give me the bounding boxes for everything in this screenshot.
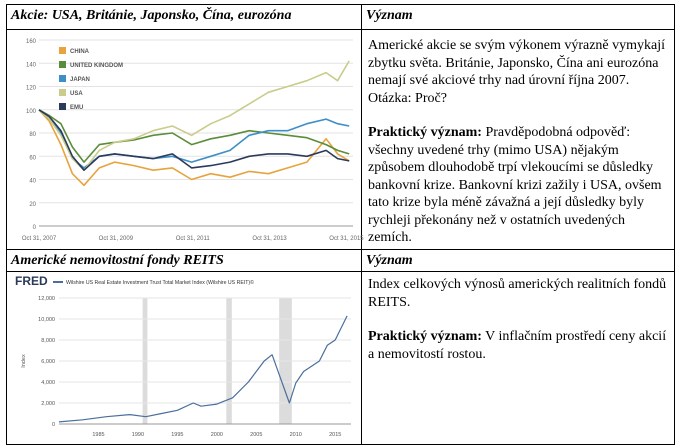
legend-swatch xyxy=(59,89,66,96)
practical-text-2: V inflačním prostředí ceny akcií a nemovitostí rostou. xyxy=(368,329,667,362)
y-tick-label: 100 xyxy=(25,108,36,115)
practical-text: Pravděpodobná odpověď: všechny uvedené trhy (mimo USA) nějakým způsobem dlouhodobě trpí vlekoucími se důsledky bankovní krize. Bankovní krizi zažily i USA, ovšem tato krize byla méně závažná a její důsledky byly rychleji překonány než v ostatních uvedených zemích. xyxy=(368,125,662,245)
y-tick-label: 10,000 xyxy=(38,317,55,323)
legend-label: CHINA xyxy=(70,49,89,55)
x-tick-label: Oct 31, 2013 xyxy=(252,236,287,242)
stocks-description: Americké akcie se svým výkonem výrazně vymykají zbytku světa. Británie, Japonsko, Čína ani eurozóna nemají své akciové trhy nad úrovní října 2007. Otázka: Proč? xyxy=(368,38,666,106)
practical-label-2: Praktický význam: xyxy=(368,329,482,344)
x-tick-label: Oct 31, 2015 xyxy=(329,236,364,242)
legend-swatch xyxy=(59,75,66,82)
x-tick-label: 1995 xyxy=(171,432,184,438)
legend-label: EMU xyxy=(70,105,84,111)
legend-swatch xyxy=(59,61,66,68)
y-tick-label: 40 xyxy=(29,178,36,185)
y-tick-label: 80 xyxy=(29,132,36,138)
y-tick-label: 60 xyxy=(29,155,36,162)
x-tick-label: 2015 xyxy=(329,432,342,438)
reits-header: Americké nemovitostní fondy REITS xyxy=(11,253,224,268)
y-tick-label: 8,000 xyxy=(41,338,55,344)
y-tick-label: 6,000 xyxy=(41,359,55,365)
reits-chart-svg xyxy=(13,274,357,442)
x-tick-label: Oct 31, 2009 xyxy=(98,236,134,242)
reits-chart xyxy=(13,274,357,442)
legend-swatch xyxy=(59,47,66,54)
x-tick-label: 1985 xyxy=(92,432,105,438)
stocks-meaning-text xyxy=(362,37,674,247)
y-axis-label: Index xyxy=(21,354,27,368)
stocks-header: Akcie: USA, Británie, Japonsko, Čína, eurozóna xyxy=(11,8,292,23)
fred-logo: FRED xyxy=(15,274,48,288)
x-tick-label: 1990 xyxy=(131,432,145,438)
y-tick-label: 2,000 xyxy=(41,401,55,407)
x-tick-label: 2000 xyxy=(210,432,223,438)
x-tick-label: 2005 xyxy=(250,432,263,438)
y-tick-label: 140 xyxy=(25,62,36,69)
y-tick-label: 120 xyxy=(25,85,36,92)
y-tick-label: 4,000 xyxy=(41,380,55,386)
stocks-practical xyxy=(368,124,668,247)
chart-title: Wilshire US Real Estate Investment Trust Total Market Index (Wilshire US REIT)© xyxy=(66,280,254,286)
legend-label: USA xyxy=(70,91,83,97)
x-tick-label: Oct 31, 2011 xyxy=(175,236,210,242)
y-tick-label: 160 xyxy=(25,39,36,45)
legend-label: UNITED KINGDOM xyxy=(70,63,123,69)
meaning-header-2: Význam xyxy=(366,253,413,268)
row-divider xyxy=(7,29,674,30)
x-tick-label: Oct 31, 2007 xyxy=(21,236,57,242)
row-divider xyxy=(7,271,674,272)
info-table xyxy=(6,4,675,445)
y-tick-label: 0 xyxy=(32,225,36,231)
legend-swatch xyxy=(59,103,66,110)
y-tick-label: 12,000 xyxy=(38,296,55,302)
legend-label: JAPAN xyxy=(70,77,90,83)
meaning-header: Význam xyxy=(366,8,413,23)
reits-description: Index celkových výnosů amerických realitních fondů REITS. xyxy=(368,277,667,310)
reits-meaning-text xyxy=(362,276,674,436)
x-tick-label: 2010 xyxy=(289,432,302,438)
reits-practical xyxy=(368,328,668,363)
chart-background xyxy=(13,274,357,442)
y-tick-label: 20 xyxy=(29,201,36,208)
stocks-chart-svg xyxy=(13,34,364,246)
stocks-chart xyxy=(13,34,364,246)
y-tick-label: 0 xyxy=(51,422,55,428)
practical-label: Praktický význam: xyxy=(368,125,482,140)
